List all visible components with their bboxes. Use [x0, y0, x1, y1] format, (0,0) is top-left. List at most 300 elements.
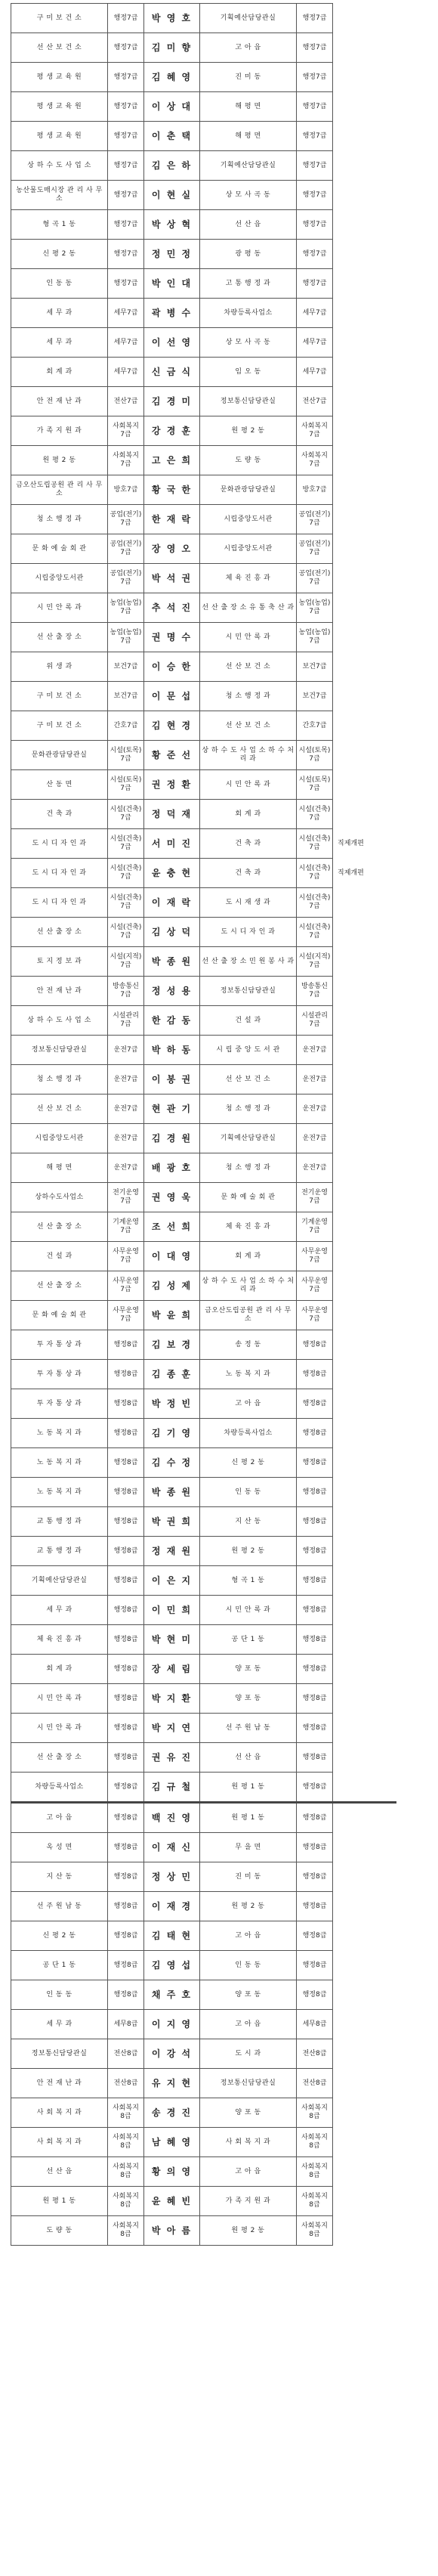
current-grade-cell: 행정7급: [108, 210, 144, 240]
from-department-cell: 사 회 복 지 과: [11, 2098, 108, 2128]
table-row: [11, 1507, 396, 1537]
current-grade-cell: 행정8급: [108, 1655, 144, 1684]
from-department-cell: 세 무 과: [11, 328, 108, 358]
table-row: [11, 1124, 396, 1153]
new-grade-cell: 시설(건축) 7급: [297, 859, 333, 888]
table-row: [11, 918, 396, 947]
to-department-cell: 건 축 과: [200, 829, 297, 859]
from-department-cell: 상 하 수 도 사 업 소: [11, 151, 108, 181]
table-row: [11, 1773, 396, 1803]
to-department-cell: 진 미 동: [200, 1862, 297, 1892]
note-cell: [333, 1862, 396, 1892]
new-grade-cell: 농업(농업) 7급: [297, 623, 333, 652]
note-cell: [333, 1330, 396, 1360]
current-grade-cell: 시설(건축) 7급: [108, 888, 144, 918]
employee-name-cell: 김 종 훈: [144, 1360, 200, 1389]
note-cell: [333, 122, 396, 151]
employee-name-cell: 박 상 혁: [144, 210, 200, 240]
from-department-cell: 안 전 재 난 과: [11, 2069, 108, 2098]
from-department-cell: 선 산 출 장 소: [11, 918, 108, 947]
new-grade-cell: 행정8급: [297, 1625, 333, 1655]
new-grade-cell: 보건7급: [297, 652, 333, 682]
employee-name-cell: 김 현 경: [144, 711, 200, 741]
employee-name-cell: 김 경 원: [144, 1124, 200, 1153]
new-grade-cell: 전산7급: [297, 387, 333, 416]
to-department-cell: 선 산 읍: [200, 210, 297, 240]
to-department-cell: 선 산 보 건 소: [200, 1065, 297, 1094]
from-department-cell: 투 자 통 상 과: [11, 1330, 108, 1360]
current-grade-cell: 운전7급: [108, 1036, 144, 1065]
from-department-cell: 구 미 보 건 소: [11, 4, 108, 33]
note-cell: [333, 1833, 396, 1862]
current-grade-cell: 시설(토목) 7급: [108, 741, 144, 770]
employee-name-cell: 남 혜 영: [144, 2128, 200, 2157]
employee-name-cell: 권 명 수: [144, 623, 200, 652]
table-row: [11, 1242, 396, 1271]
new-grade-cell: 행정7급: [297, 4, 333, 33]
from-department-cell: 인 동 동: [11, 269, 108, 299]
to-department-cell: 청 소 행 정 과: [200, 682, 297, 711]
table-row: [11, 33, 396, 63]
current-grade-cell: 운전7급: [108, 1153, 144, 1183]
employee-name-cell: 한 재 락: [144, 505, 200, 534]
current-grade-cell: 사회복지 8급: [108, 2157, 144, 2187]
current-grade-cell: 행정7급: [108, 269, 144, 299]
from-department-cell: 해 평 면: [11, 1153, 108, 1183]
table-row: [11, 240, 396, 269]
employee-name-cell: 김 미 향: [144, 33, 200, 63]
from-department-cell: 투 자 통 상 과: [11, 1360, 108, 1389]
employee-name-cell: 유 지 현: [144, 2069, 200, 2098]
note-cell: [333, 33, 396, 63]
table-row: [11, 1478, 396, 1507]
to-department-cell: 원 평 2 동: [200, 1892, 297, 1921]
table-row: [11, 210, 396, 240]
note-cell: [333, 2069, 396, 2098]
note-cell: [333, 4, 396, 33]
current-grade-cell: 세무7급: [108, 299, 144, 328]
to-department-cell: 선 산 보 건 소: [200, 652, 297, 682]
new-grade-cell: 보건7급: [297, 682, 333, 711]
to-department-cell: 시 립 중 앙 도 서 관: [200, 1036, 297, 1065]
table-row: [11, 800, 396, 829]
from-department-cell: 세 무 과: [11, 2010, 108, 2039]
from-department-cell: 금오산도립공원 관 리 사 무 소: [11, 475, 108, 505]
from-department-cell: 선 산 보 건 소: [11, 1094, 108, 1124]
from-department-cell: 형 곡 1 동: [11, 210, 108, 240]
employee-name-cell: 윤 충 현: [144, 859, 200, 888]
table-row: [11, 682, 396, 711]
to-department-cell: 양 포 동: [200, 2098, 297, 2128]
current-grade-cell: 행정8급: [108, 1625, 144, 1655]
table-row: [11, 859, 396, 888]
new-grade-cell: 행정8급: [297, 1951, 333, 1980]
new-grade-cell: 시설(지적) 7급: [297, 947, 333, 977]
employee-name-cell: 정 민 정: [144, 240, 200, 269]
new-grade-cell: 행정7급: [297, 92, 333, 122]
from-department-cell: 도 시 디 자 인 과: [11, 859, 108, 888]
new-grade-cell: 행정8급: [297, 1684, 333, 1714]
current-grade-cell: 행정8급: [108, 1743, 144, 1773]
employee-name-cell: 박 윤 희: [144, 1301, 200, 1330]
table-row: [11, 1065, 396, 1094]
table-row: [11, 1921, 396, 1951]
from-department-cell: 도 량 동: [11, 2216, 108, 2246]
from-department-cell: 공 단 1 동: [11, 1951, 108, 1980]
from-department-cell: 교 통 행 정 과: [11, 1507, 108, 1537]
to-department-cell: 원 평 2 동: [200, 2216, 297, 2246]
employee-name-cell: 이 문 섭: [144, 682, 200, 711]
from-department-cell: 체 육 진 흥 과: [11, 1625, 108, 1655]
to-department-cell: 기획예산담당관실: [200, 4, 297, 33]
new-grade-cell: 행정7급: [297, 269, 333, 299]
employee-name-cell: 이 재 락: [144, 888, 200, 918]
current-grade-cell: 행정7급: [108, 92, 144, 122]
to-department-cell: 임 오 동: [200, 358, 297, 387]
new-grade-cell: 행정7급: [297, 210, 333, 240]
new-grade-cell: 사회복지 7급: [297, 446, 333, 475]
to-department-cell: 상 모 사 곡 동: [200, 181, 297, 210]
table-row: [11, 534, 396, 564]
note-cell: [333, 1892, 396, 1921]
to-department-cell: 회 계 과: [200, 800, 297, 829]
employee-name-cell: 이 대 영: [144, 1242, 200, 1271]
from-department-cell: 도 시 디 자 인 과: [11, 829, 108, 859]
new-grade-cell: 공업(전기) 7급: [297, 564, 333, 593]
table-row: [11, 1537, 396, 1566]
to-department-cell: 청 소 행 정 과: [200, 1153, 297, 1183]
employee-name-cell: 윤 혜 빈: [144, 2187, 200, 2216]
table-row: [11, 2010, 396, 2039]
to-department-cell: 상 하 수 도 사 업 소 하 수 처 리 과: [200, 1271, 297, 1301]
table-row: [11, 1625, 396, 1655]
table-row: [11, 977, 396, 1006]
note-cell: 직제개편: [338, 839, 364, 847]
table-row: [11, 888, 396, 918]
to-department-cell: 문화관광담당관실: [200, 475, 297, 505]
to-department-cell: 도 시 과: [200, 2039, 297, 2069]
table-row: [11, 593, 396, 623]
from-department-cell: 청 소 행 정 과: [11, 505, 108, 534]
from-department-cell: 회 계 과: [11, 358, 108, 387]
employee-name-cell: 권 정 환: [144, 770, 200, 800]
to-department-cell: 양 포 동: [200, 1655, 297, 1684]
current-grade-cell: 행정7급: [108, 151, 144, 181]
new-grade-cell: 사무운영 7급: [297, 1301, 333, 1330]
current-grade-cell: 행정8급: [108, 1537, 144, 1566]
to-department-cell: 정보통신담당관실: [200, 977, 297, 1006]
to-department-cell: 시립중앙도서관: [200, 505, 297, 534]
table-row: [11, 947, 396, 977]
from-department-cell: 정보통신담당관실: [11, 1036, 108, 1065]
current-grade-cell: 행정7급: [108, 33, 144, 63]
current-grade-cell: 행정7급: [108, 181, 144, 210]
current-grade-cell: 시설(지적) 7급: [108, 947, 144, 977]
note-cell: [333, 800, 396, 829]
current-grade-cell: 행정8급: [108, 1862, 144, 1892]
current-grade-cell: 세무7급: [108, 328, 144, 358]
from-department-cell: 안 전 재 난 과: [11, 977, 108, 1006]
to-department-cell: 상 하 수 도 사 업 소 하 수 처 리 과: [200, 741, 297, 770]
table-row: [11, 92, 396, 122]
employee-name-cell: 김 기 영: [144, 1419, 200, 1448]
employee-name-cell: 이 지 영: [144, 2010, 200, 2039]
to-department-cell: 고 통 행 정 과: [200, 269, 297, 299]
current-grade-cell: 사무운영 7급: [108, 1242, 144, 1271]
to-department-cell: 형 곡 1 동: [200, 1566, 297, 1596]
from-department-cell: 도 시 디 자 인 과: [11, 888, 108, 918]
note-cell: [333, 1743, 396, 1773]
new-grade-cell: 행정8급: [297, 1360, 333, 1389]
table-row: [11, 1862, 396, 1892]
from-department-cell: 사 회 복 지 과: [11, 2128, 108, 2157]
from-department-cell: 안 전 재 난 과: [11, 387, 108, 416]
from-department-cell: 문화관광담당관실: [11, 741, 108, 770]
table-row: [11, 1094, 396, 1124]
new-grade-cell: 행정7급: [297, 122, 333, 151]
current-grade-cell: 간호7급: [108, 711, 144, 741]
to-department-cell: 상 모 사 곡 동: [200, 328, 297, 358]
employee-name-cell: 이 은 지: [144, 1566, 200, 1596]
table-row: [11, 1951, 396, 1980]
employee-name-cell: 박 종 원: [144, 1478, 200, 1507]
note-cell: [333, 888, 396, 918]
current-grade-cell: 사회복지 8급: [108, 2187, 144, 2216]
employee-name-cell: 조 선 희: [144, 1212, 200, 1242]
to-department-cell: 건 축 과: [200, 859, 297, 888]
new-grade-cell: 행정8급: [297, 1862, 333, 1892]
from-department-cell: 세 무 과: [11, 299, 108, 328]
from-department-cell: 차량등록사업소: [11, 1773, 108, 1803]
current-grade-cell: 농업(농업) 7급: [108, 623, 144, 652]
note-cell: [333, 151, 396, 181]
employee-name-cell: 백 진 영: [144, 1803, 200, 1833]
note-cell: [333, 1980, 396, 2010]
from-department-cell: 시립중앙도서관: [11, 564, 108, 593]
new-grade-cell: 행정7급: [297, 151, 333, 181]
current-grade-cell: 공업(전기) 7급: [108, 505, 144, 534]
new-grade-cell: 행정7급: [297, 63, 333, 92]
new-grade-cell: 사회복지 7급: [297, 416, 333, 446]
from-department-cell: 원 평 2 동: [11, 446, 108, 475]
note-cell: [333, 358, 396, 387]
new-grade-cell: 행정8급: [297, 1743, 333, 1773]
new-grade-cell: 운전7급: [297, 1036, 333, 1065]
note-cell: [333, 711, 396, 741]
employee-name-cell: 김 규 철: [144, 1773, 200, 1803]
from-department-cell: 노 동 복 지 과: [11, 1448, 108, 1478]
note-cell: [333, 63, 396, 92]
employee-name-cell: 박 인 대: [144, 269, 200, 299]
to-department-cell: 광 평 동: [200, 240, 297, 269]
note-cell: [333, 505, 396, 534]
current-grade-cell: 전기운영 7급: [108, 1183, 144, 1212]
note-cell: [333, 1625, 396, 1655]
to-department-cell: 청 소 행 정 과: [200, 1094, 297, 1124]
employee-name-cell: 박 하 동: [144, 1036, 200, 1065]
to-department-cell: 고 아 읍: [200, 2157, 297, 2187]
employee-name-cell: 박 권 희: [144, 1507, 200, 1537]
table-row: [11, 1655, 396, 1684]
current-grade-cell: 보건7급: [108, 682, 144, 711]
current-grade-cell: 행정8급: [108, 1360, 144, 1389]
table-row: [11, 1006, 396, 1036]
employee-name-cell: 황 국 한: [144, 475, 200, 505]
current-grade-cell: 세무7급: [108, 358, 144, 387]
note-cell: [333, 977, 396, 1006]
to-department-cell: 해 평 면: [200, 122, 297, 151]
current-grade-cell: 운전7급: [108, 1065, 144, 1094]
from-department-cell: 선 산 보 건 소: [11, 33, 108, 63]
from-department-cell: 평 생 교 육 원: [11, 122, 108, 151]
current-grade-cell: 시설관리 7급: [108, 1006, 144, 1036]
to-department-cell: 선 산 출 장 소 민 원 봉 사 과: [200, 947, 297, 977]
table-row: [11, 2039, 396, 2069]
note-cell: [333, 1684, 396, 1714]
to-department-cell: 금오산도립공원 관 리 사 무 소: [200, 1301, 297, 1330]
table-row: [11, 623, 396, 652]
new-grade-cell: 세무7급: [297, 328, 333, 358]
table-row: [11, 122, 396, 151]
employee-name-cell: 김 수 정: [144, 1448, 200, 1478]
new-grade-cell: 행정8급: [297, 1892, 333, 1921]
new-grade-cell: 행정8급: [297, 1419, 333, 1448]
from-department-cell: 건 설 과: [11, 1242, 108, 1271]
employee-name-cell: 서 미 진: [144, 829, 200, 859]
employee-name-cell: 황 준 선: [144, 741, 200, 770]
employee-name-cell: 박 현 미: [144, 1625, 200, 1655]
from-department-cell: 위 생 과: [11, 652, 108, 682]
current-grade-cell: 행정8급: [108, 1419, 144, 1448]
table-row: [11, 1596, 396, 1625]
employee-name-cell: 이 선 영: [144, 328, 200, 358]
new-grade-cell: 운전7급: [297, 1124, 333, 1153]
employee-name-cell: 박 정 빈: [144, 1389, 200, 1419]
new-grade-cell: 기계운영 7급: [297, 1212, 333, 1242]
table-row: [11, 151, 396, 181]
from-department-cell: 산 동 면: [11, 770, 108, 800]
note-cell: [333, 1507, 396, 1537]
table-row: [11, 1743, 396, 1773]
table-row: [11, 1980, 396, 2010]
table-row: [11, 1892, 396, 1921]
from-department-cell: 문 화 예 술 회 관: [11, 534, 108, 564]
current-grade-cell: 농업(농업) 7급: [108, 593, 144, 623]
table-row: [11, 2128, 396, 2157]
from-department-cell: 선 주 원 남 동: [11, 1892, 108, 1921]
from-department-cell: 구 미 보 건 소: [11, 682, 108, 711]
new-grade-cell: 사회복지 8급: [297, 2098, 333, 2128]
employee-name-cell: 배 광 호: [144, 1153, 200, 1183]
employee-name-cell: 이 승 한: [144, 652, 200, 682]
current-grade-cell: 방송통신 7급: [108, 977, 144, 1006]
to-department-cell: 지 산 동: [200, 1507, 297, 1537]
to-department-cell: 양 포 동: [200, 1980, 297, 2010]
employee-name-cell: 이 현 실: [144, 181, 200, 210]
new-grade-cell: 시설(건축) 7급: [297, 800, 333, 829]
new-grade-cell: 행정7급: [297, 181, 333, 210]
new-grade-cell: 행정8급: [297, 1773, 333, 1803]
table-row: [11, 1360, 396, 1389]
to-department-cell: 고 아 읍: [200, 33, 297, 63]
current-grade-cell: 행정8급: [108, 1507, 144, 1537]
new-grade-cell: 방송통신 7급: [297, 977, 333, 1006]
to-department-cell: 선 산 출 장 소 유 통 축 산 과: [200, 593, 297, 623]
current-grade-cell: 행정8급: [108, 1892, 144, 1921]
to-department-cell: 도 시 재 생 과: [200, 888, 297, 918]
from-department-cell: 신 평 2 동: [11, 1921, 108, 1951]
employee-name-cell: 현 관 기: [144, 1094, 200, 1124]
table-row: [11, 1684, 396, 1714]
note-cell: [333, 1537, 396, 1566]
table-row: [11, 1448, 396, 1478]
employee-name-cell: 박 아 름: [144, 2216, 200, 2246]
note-cell: [333, 947, 396, 977]
employee-name-cell: 정 덕 재: [144, 800, 200, 829]
new-grade-cell: 운전7급: [297, 1153, 333, 1183]
from-department-cell: 회 계 과: [11, 1655, 108, 1684]
to-department-cell: 선 산 보 건 소: [200, 711, 297, 741]
to-department-cell: 고 아 읍: [200, 1389, 297, 1419]
table-row: [11, 2187, 396, 2216]
table-row: [11, 1833, 396, 1862]
note-cell: [333, 1094, 396, 1124]
note-cell: [333, 652, 396, 682]
current-grade-cell: 기계운영 7급: [108, 1212, 144, 1242]
current-grade-cell: 행정8급: [108, 1389, 144, 1419]
new-grade-cell: 행정8급: [297, 1330, 333, 1360]
employee-name-cell: 신 금 식: [144, 358, 200, 387]
table-row: [11, 1212, 396, 1242]
new-grade-cell: 공업(전기) 7급: [297, 534, 333, 564]
to-department-cell: 기획예산담당관실: [200, 151, 297, 181]
new-grade-cell: 세무7급: [297, 299, 333, 328]
to-department-cell: 기획예산담당관실: [200, 1124, 297, 1153]
from-department-cell: 시 민 안 록 과: [11, 1684, 108, 1714]
from-department-cell: 시 민 안 록 과: [11, 1714, 108, 1743]
employee-name-cell: 이 강 석: [144, 2039, 200, 2069]
to-department-cell: 차량등록사업소: [200, 299, 297, 328]
table-row: [11, 181, 396, 210]
to-department-cell: 인 동 동: [200, 1478, 297, 1507]
current-grade-cell: 행정8급: [108, 1448, 144, 1478]
employee-name-cell: 이 재 경: [144, 1892, 200, 1921]
new-grade-cell: 시설(건축) 7급: [297, 918, 333, 947]
table-row: [11, 1036, 396, 1065]
table-row: [11, 1330, 396, 1360]
employee-name-cell: 박 종 원: [144, 947, 200, 977]
note-cell: [333, 2039, 396, 2069]
new-grade-cell: 사무운영 7급: [297, 1242, 333, 1271]
new-grade-cell: 시설(토목) 7급: [297, 741, 333, 770]
new-grade-cell: 행정8급: [297, 1980, 333, 2010]
note-cell: [333, 1596, 396, 1625]
note-cell: [333, 1803, 396, 1833]
note-cell: [333, 593, 396, 623]
to-department-cell: 송 정 동: [200, 1330, 297, 1360]
table-row: [11, 416, 396, 446]
employee-name-cell: 장 영 오: [144, 534, 200, 564]
from-department-cell: 평 생 교 육 원: [11, 92, 108, 122]
employee-name-cell: 박 석 권: [144, 564, 200, 593]
note-cell: [333, 534, 396, 564]
from-department-cell: 교 통 행 정 과: [11, 1537, 108, 1566]
new-grade-cell: 행정8급: [297, 1803, 333, 1833]
current-grade-cell: 행정8급: [108, 1566, 144, 1596]
note-cell: [333, 1360, 396, 1389]
to-department-cell: 신 평 2 동: [200, 1448, 297, 1478]
note-cell: [333, 2216, 396, 2246]
